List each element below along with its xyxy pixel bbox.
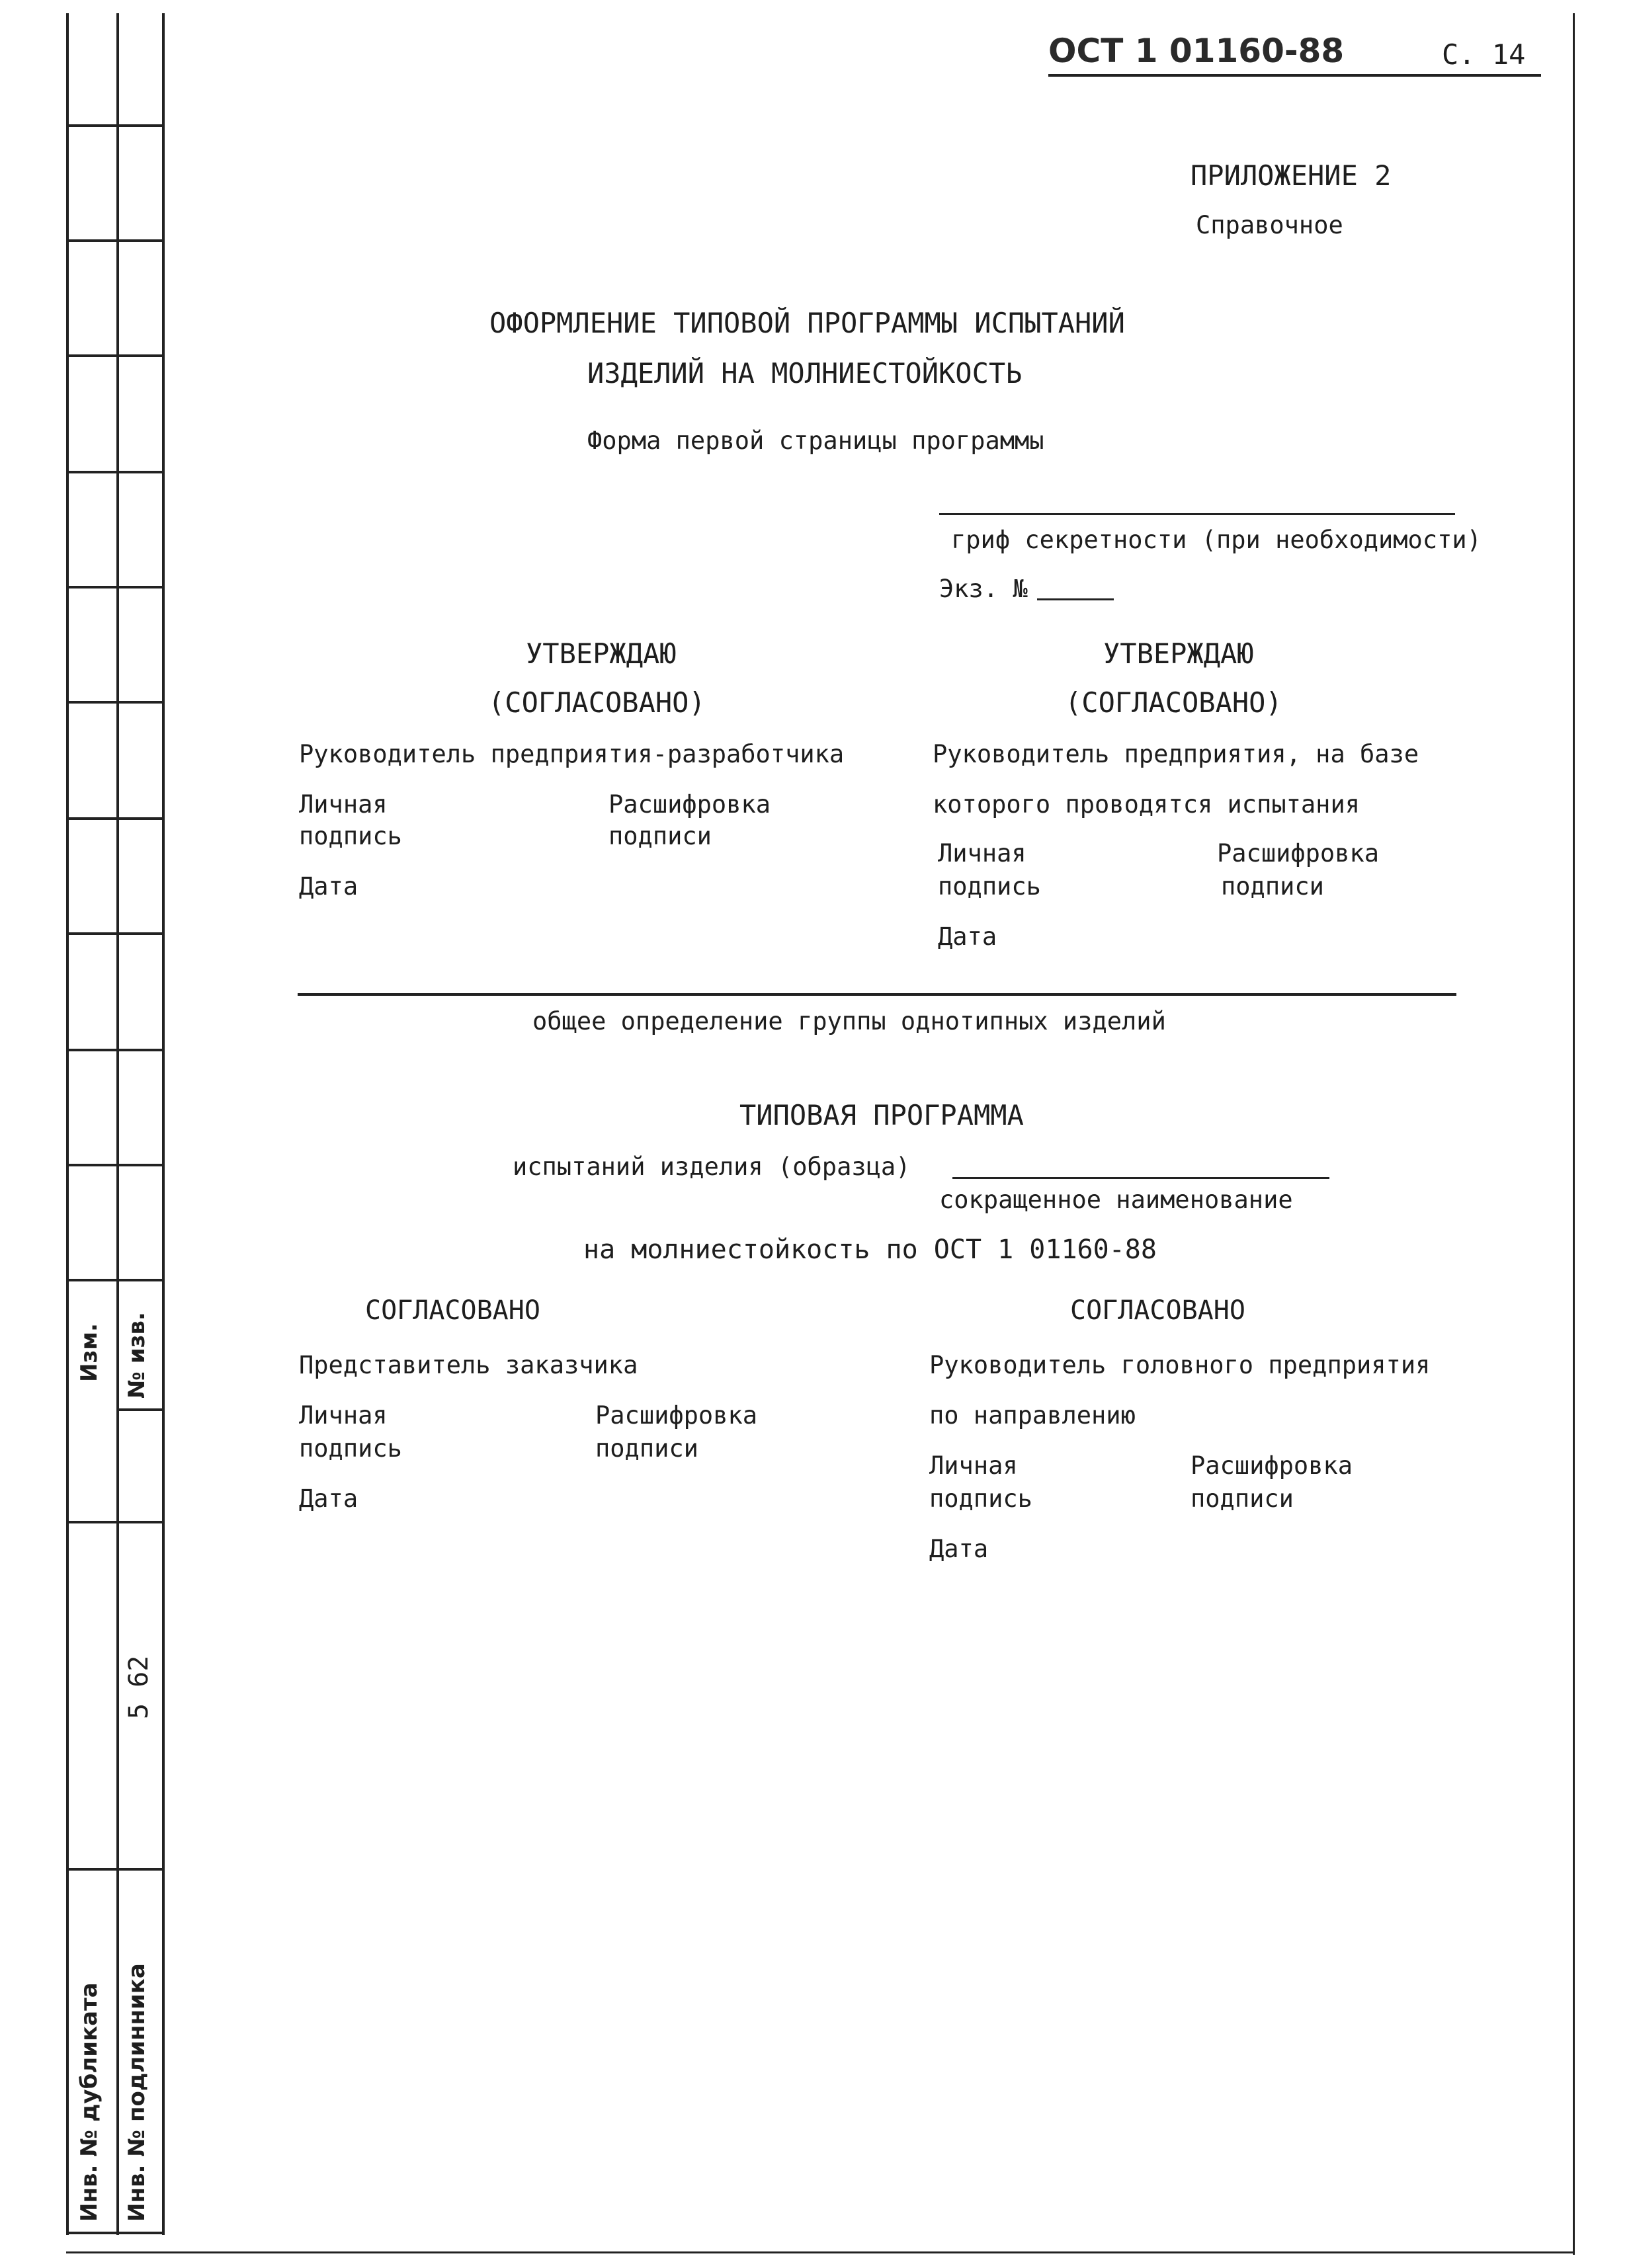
approve-right-signature-1: Личная	[938, 839, 1026, 868]
appendix-kind: Справочное	[1196, 211, 1343, 239]
page-number: С. 14	[1442, 38, 1526, 71]
program-tests-of: испытаний изделия (образца)	[513, 1153, 911, 1181]
margin-izm-label: Изм.	[76, 1323, 103, 1382]
header-rule	[1048, 74, 1541, 77]
copy-number-line	[1037, 598, 1114, 600]
agreed-left-decode-1: Расшифровка	[595, 1401, 758, 1430]
margin-inv-original: Инв. № подлинника	[124, 1963, 150, 2222]
document-number: ОСТ 1 01160-88	[1048, 32, 1345, 70]
margin-izv-label: № изв.	[124, 1312, 150, 1398]
secrecy-line	[939, 513, 1455, 515]
approve-right-role-1: Руководитель предприятия, на базе	[933, 740, 1419, 768]
agreed-left-signature-2: подпись	[299, 1434, 402, 1463]
heading-line-1: ОФОРМЛЕНИЕ ТИПОВОЙ ПРОГРАММЫ ИСПЫТАНИЙ	[489, 307, 1125, 339]
group-definition-caption: общее определение группы однотипных изделий	[532, 1007, 1166, 1035]
agreed-right-date: Дата	[929, 1535, 989, 1563]
approve-right-agreed: (СОГЛАСОВАНО)	[1065, 686, 1282, 719]
program-short-name: сокращенное наименование	[939, 1186, 1293, 1214]
page-frame-bottom	[66, 2251, 1575, 2253]
agreed-right-signature-2: подпись	[929, 1484, 1032, 1513]
agreed-left-decode-2: подписи	[595, 1434, 698, 1463]
appendix-title: ПРИЛОЖЕНИЕ 2	[1191, 159, 1392, 192]
approve-right-role-2: которого проводятся испытания	[933, 790, 1360, 819]
approve-left-date: Дата	[299, 872, 358, 901]
agreed-right-word: СОГЛАСОВАНО	[1070, 1295, 1245, 1326]
margin-number: 5 62	[124, 1655, 154, 1719]
approve-left-agreed: (СОГЛАСОВАНО)	[488, 686, 706, 719]
approve-left-signature-1: Личная	[299, 790, 388, 819]
approve-right-decode-2: подписи	[1221, 872, 1324, 901]
secrecy-label: гриф секретности (при необходимости)	[951, 526, 1482, 554]
agreed-right-decode-1: Расшифровка	[1191, 1451, 1353, 1480]
approve-left-decode-2: подписи	[608, 822, 712, 850]
program-title: ТИПОВАЯ ПРОГРАММА	[739, 1099, 1024, 1131]
agreed-left-signature-1: Личная	[299, 1401, 388, 1430]
heading-line-2: ИЗДЕЛИЙ НА МОЛНИЕСТОЙКОСТЬ	[587, 357, 1023, 389]
approve-right-decode-1: Расшифровка	[1217, 839, 1380, 868]
approve-left-signature-2: подпись	[299, 822, 402, 850]
agreed-right-role-1: Руководитель головного предприятия	[929, 1351, 1431, 1379]
agreed-right-signature-1: Личная	[929, 1451, 1018, 1480]
agreed-left-word: СОГЛАСОВАНО	[365, 1295, 540, 1326]
margin-inv-duplicate: Инв. № дубликата	[76, 1982, 103, 2222]
agreed-right-decode-2: подписи	[1191, 1484, 1294, 1513]
program-basis: на молниестойкость по ОСТ 1 01160-88	[583, 1235, 1157, 1265]
approve-left-role: Руководитель предприятия-разработчика	[299, 740, 845, 768]
approve-left-decode-1: Расшифровка	[608, 790, 771, 819]
short-name-line	[952, 1177, 1329, 1179]
agreed-left-date: Дата	[299, 1484, 358, 1513]
agreed-left-role: Представитель заказчика	[299, 1351, 638, 1379]
copy-number-label: Экз. №	[939, 575, 1028, 603]
approve-right-word: УТВЕРЖДАЮ	[1103, 637, 1254, 670]
heading-subtitle: Форма первой страницы программы	[587, 426, 1044, 455]
approve-right-signature-2: подпись	[938, 872, 1041, 901]
group-definition-line	[298, 993, 1456, 996]
approve-right-date: Дата	[938, 922, 997, 951]
approve-left-word: УТВЕРЖДАЮ	[526, 637, 677, 670]
page-frame-right	[1573, 13, 1575, 2255]
agreed-right-role-2: по направлению	[929, 1401, 1136, 1430]
